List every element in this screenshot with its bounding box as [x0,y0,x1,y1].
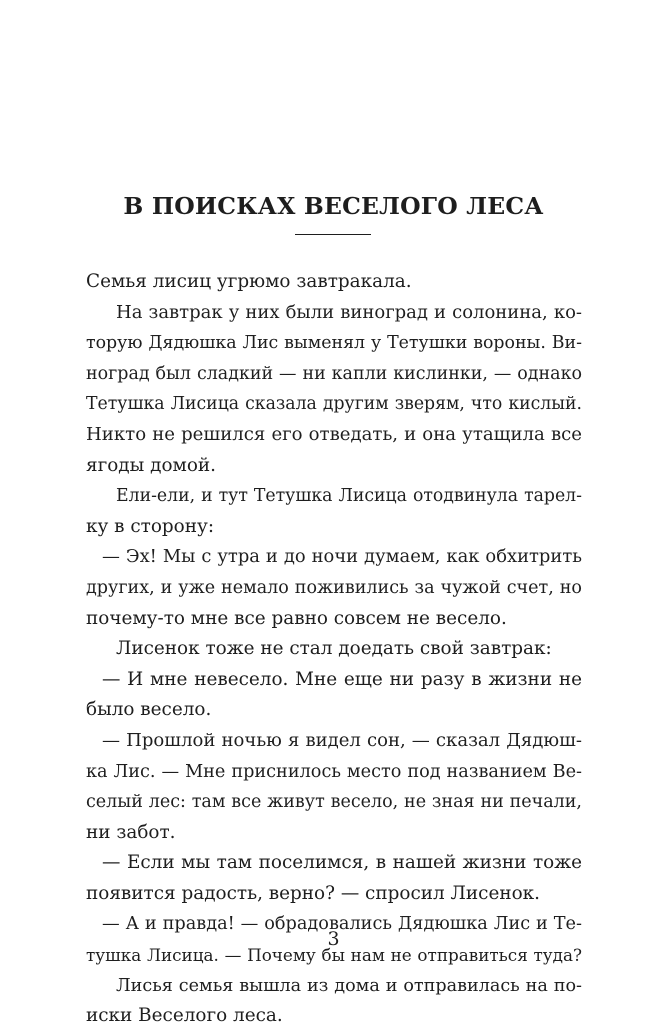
chapter-body-text [86,267,582,1032]
text-line: Никто не решился его отведать, и она утащила все [86,423,582,445]
text-line: На завтрак у них были виноград и солонина, ко- [116,301,582,323]
text-line: ни забот. [86,821,176,843]
text-line: ягоды домой. [86,454,216,476]
text-line: тушка Лисица. — Почему бы нам не отправиться туда? [86,945,582,966]
text-line: других, и уже немало поживились за чужой счет, но [86,577,582,598]
page-number: 3 [327,928,340,950]
text-line: иски Веселого леса. [86,1005,283,1027]
text-line: — Прошлой ночью я видел сон, — сказал Дядюш- [102,729,582,751]
text-line: — Если мы там поселимся, в нашей жизни тоже [102,852,582,874]
text-line: селый лес: там все живут весело, не зная ни печали, [86,792,582,813]
text-line: Лисенок тоже не стал доедать свой завтрак: [116,638,552,660]
text-line: ку в сторону: [86,515,215,537]
text-line: Ели-ели, и тут Тетушка Лисица отодвинула тарел- [116,486,582,507]
text-line: почему-то мне все равно совсем не весело. [86,607,507,629]
text-line: ноград был сладкий — ни капли кислинки, — однако [86,363,582,384]
text-line: — И мне невесело. Мне еще ни разу в жизни не [102,668,582,690]
chapter-title: В ПОИСКАХ ВЕСЕЛОГО ЛЕСА [123,192,544,220]
text-line: — Эх! Мы с утра и до ночи думаем, как обхитрить [102,546,582,568]
text-line: ка Лис. — Мне приснилось место под названием Ве- [86,761,582,782]
text-line: торую Дядюшка Лис выменял у Тетушки вороны. Ви- [86,333,582,354]
text-line: появится радость, верно? — спросил Лисенок. [86,882,541,904]
text-line: Лисья семья вышла из дома и отправилась на по- [116,975,582,996]
text-line: — А и правда! — обрадовались Дядюшка Лис и Те- [102,914,582,935]
text-line: Тетушка Лисица сказала другим зверям, что кислый. [86,394,582,415]
text-line: Семья лисиц угрюмо завтракала. [86,271,412,292]
title-underline-rule [295,234,371,235]
text-line: было весело. [86,699,212,721]
